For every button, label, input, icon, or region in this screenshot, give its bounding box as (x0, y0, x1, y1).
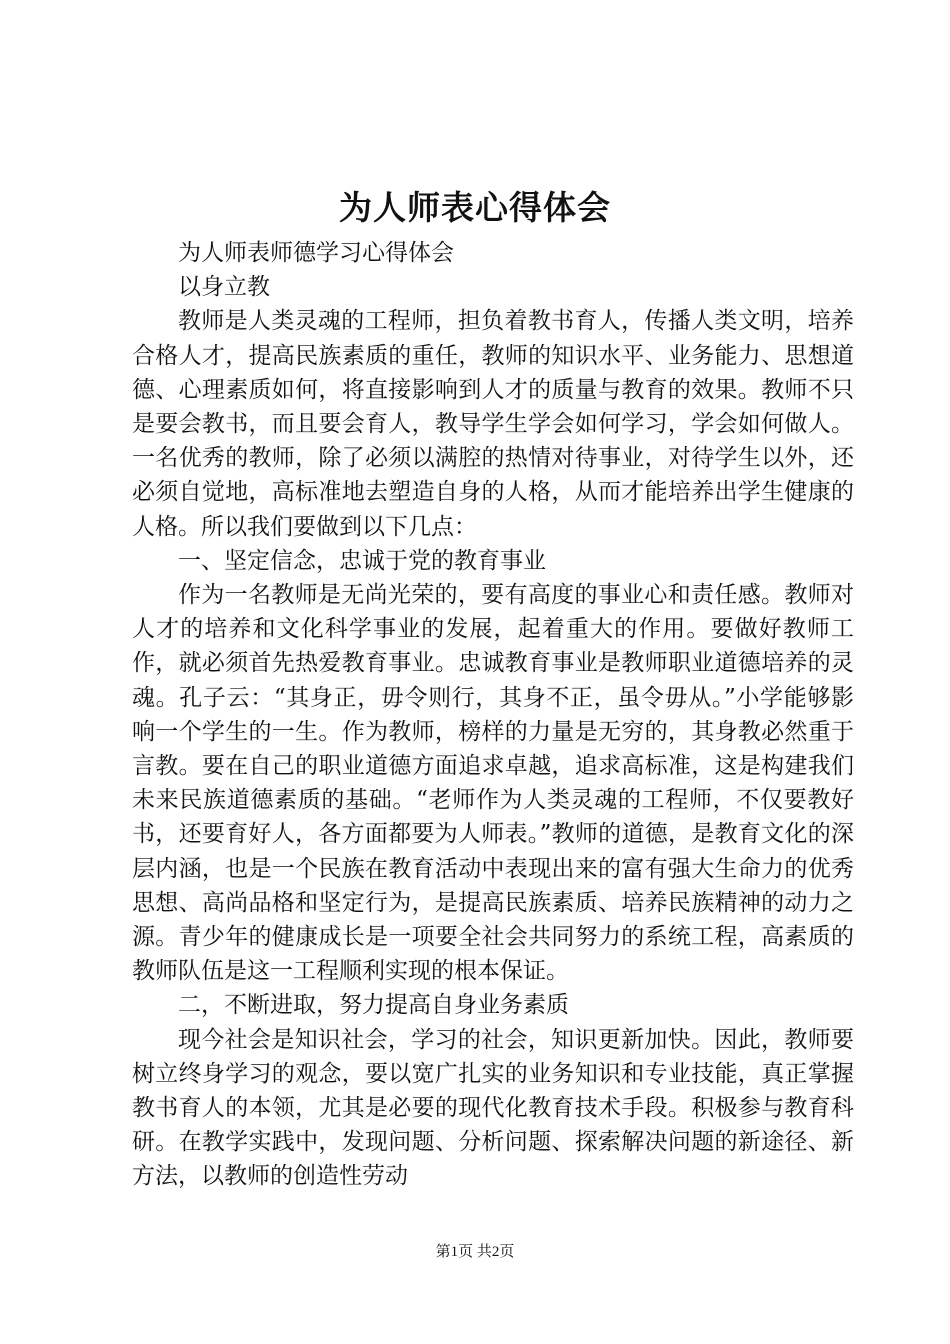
body-paragraph: 作为一名教师是无尚光荣的，要有高度的事业心和责任感。教师对人才的培养和文化科学事业的发展，起着重大的作用。要做好教师工作，就必须首先热爱教育事业。忠诚教育事业是教师职业道德培养的灵魂。孔子云：“其身正，毋令则行，其身不正，虽令毋从。”小学能够影响一个学生的一生。作为教师，榜样的力量是无穷的，其身教必然重于言教。要在自己的职业道德方面追求卓越，追求高标准，这是构建我们未来民族道德素质的基础。“老师作为人类灵魂的工程师，不仅要教好书，还要育好人，各方面都要为人师表。”教师的道德，是教育文化的深层内涵，也是一个民族在教育活动中表现出来的富有强大生命力的优秀思想、高尚品格和坚定行为，是提高民族素质、培养民族精神的动力之源。青少年的健康成长是一项要全社会共同努力的系统工程，高素质的教师队伍是这一工程顺利实现的根本保证。 (132, 582, 854, 985)
section-heading: 以身立教 (178, 274, 270, 301)
subtitle-paragraph: 为人师表师德学习心得体会 (178, 240, 454, 266)
body-paragraph: 教师是人类灵魂的工程师，担负着教书育人，传播人类文明，培养合格人才，提高民族素质的重任，教师的知识水平、业务能力、思想道德、心理素质如何，将直接影响到人才的质量与教育的效果。教师不只是要会教书，而且要会育人，教导学生学会如何学习，学会如何做人。一名优秀的教师，除了必须以满腔的热情对待事业，对待学生以外，还必须自觉地，高标准地去塑造自身的人格，从而才能培养出学生健康的人格。所以我们要做到以下几点： (132, 308, 854, 540)
section-heading: 一、坚定信念，忠诚于党的教育事业 (178, 547, 546, 574)
document-title: 为人师表心得体会 (339, 188, 611, 227)
page-footer: 第1页 共2页 (435, 1244, 515, 1260)
body-paragraph: 现今社会是知识社会，学习的社会，知识更新加快。因此，教师要树立终身学习的观念，要以宽广扎实的业务知识和专业技能，真正掌握教书育人的本领，尤其是必要的现代化教育技术手段。积极参与教育科研。在教学实践中，发现问题、分析问题、探索解决问题的新途径、新方法，以教师的创造性劳动 (132, 1026, 854, 1190)
section-heading: 二，不断进取，努力提高自身业务素质 (178, 992, 569, 1019)
document-body (132, 236, 854, 1194)
